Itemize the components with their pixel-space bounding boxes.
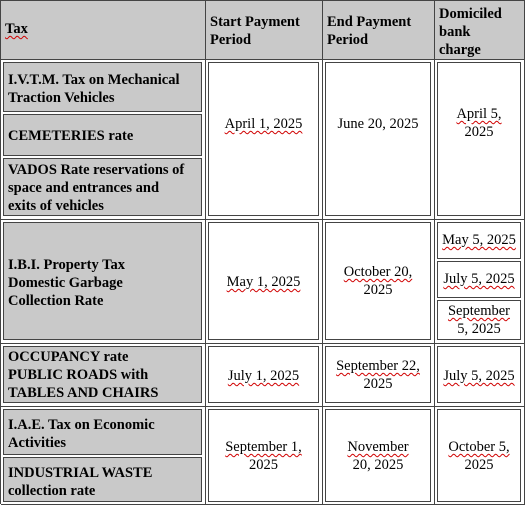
group-2-charge-may xyxy=(437,222,521,259)
group-2-charge-september xyxy=(437,300,521,340)
tax-ivtm-line-1: I.V.T.M. Tax on Mechanical xyxy=(8,72,180,88)
group-4-end-line-2: 20, 2025 xyxy=(352,457,404,473)
group-4-charge-line-1: October 5, xyxy=(448,439,510,455)
group-3-start-date: July 1, 2025 xyxy=(227,368,300,384)
group-4-tax-cell xyxy=(1,407,206,505)
header-start-line-2: Period xyxy=(210,32,252,48)
group-1-start-cell xyxy=(206,60,323,220)
group-3-charge-1: July 5, 2025 xyxy=(443,368,515,384)
tax-iae-line-1: I.A.E. Tax on Economic xyxy=(8,417,155,433)
tax-cemeteries xyxy=(3,114,202,156)
tax-ibi-line-1: I.B.I. Property Tax xyxy=(8,257,125,273)
tax-iae-line-2: Activities xyxy=(8,435,66,451)
header-end-payment-period xyxy=(323,1,435,60)
tax-ivtm-line-2: Traction Vehicles xyxy=(8,90,115,106)
group-2-start-cell xyxy=(206,220,323,344)
group-2-charge-3-line-2: 5, 2025 xyxy=(457,321,501,337)
group-2-charge-3-line-1: September xyxy=(447,303,510,319)
tax-ibi xyxy=(3,222,202,340)
header-tax-text: Tax xyxy=(5,21,28,37)
group-4-start-line-2: 2025 xyxy=(249,457,278,473)
header-charge-line-2: bank xyxy=(439,24,471,40)
group-2-end-box xyxy=(325,222,431,340)
tax-ibi-line-2: Domestic Garbage xyxy=(8,275,123,291)
group-1-end-cell xyxy=(323,60,435,220)
group-1-start-date: April 1, 2025 xyxy=(224,116,303,132)
tax-industrial-waste-line-1: INDUSTRIAL WASTE xyxy=(8,465,153,481)
tax-vados-line-3: exits of vehicles xyxy=(8,198,104,214)
group-1-charge-line-1: April 5, xyxy=(456,106,502,122)
group-1-charge-line-2: 2025 xyxy=(464,124,494,140)
group-3-start-box xyxy=(208,346,319,403)
group-4-charge-line-2: 2025 xyxy=(464,457,494,473)
group-4-start-cell xyxy=(206,407,323,505)
header-charge-line-3: charge xyxy=(439,42,481,58)
tax-vados-line-2: space and entrances and xyxy=(8,180,160,196)
group-2-end-line-1: October 20, xyxy=(343,264,413,280)
header-tax xyxy=(1,1,206,60)
group-4-start-box xyxy=(208,409,319,502)
tax-vados-line-1: VADOS Rate reservations of xyxy=(8,162,185,178)
group-1-end-box xyxy=(325,62,431,216)
group-3-end-line-2: 2025 xyxy=(363,376,393,392)
group-4-charge-box xyxy=(437,409,521,502)
group-1-charge-cell xyxy=(435,60,525,220)
group-4-end-line-1: November xyxy=(347,439,409,455)
group-2-end-line-2: 2025 xyxy=(363,282,393,298)
tax-ibi-line-3: Collection Rate xyxy=(8,293,104,309)
group-1-tax-cell xyxy=(1,60,206,220)
group-2-charge-2: July 5, 2025 xyxy=(443,271,515,287)
tax-occupancy-line-2: PUBLIC ROADS with xyxy=(8,367,149,383)
group-2-start-date: May 1, 2025 xyxy=(226,274,301,290)
group-2-charge-cell xyxy=(435,220,525,344)
group-2-start-box xyxy=(208,222,319,340)
header-end-line-2: Period xyxy=(327,32,369,48)
group-2-charge-july xyxy=(437,261,521,298)
group-2-end-cell xyxy=(323,220,435,344)
group-3-end-box xyxy=(325,346,431,403)
group-3-end-line-1: September 22, xyxy=(336,358,420,374)
group-4-start-line-1: September 1, xyxy=(225,439,302,455)
group-4-charge-cell xyxy=(435,407,525,505)
group-2-tax-cell xyxy=(1,220,206,344)
group-4-end-cell xyxy=(323,407,435,505)
tax-vados xyxy=(3,158,202,216)
group-3-end-cell xyxy=(323,344,435,407)
header-domiciled-bank-charge xyxy=(435,1,525,60)
tax-ivtm xyxy=(3,62,202,112)
tax-iae xyxy=(3,409,202,455)
group-3-charge-box xyxy=(437,346,521,403)
tax-cemeteries-line-1: CEMETERIES rate xyxy=(8,128,134,144)
group-2-charge-1: May 5, 2025 xyxy=(442,232,516,248)
group-1-charge-box xyxy=(437,62,521,216)
group-3-start-cell xyxy=(206,344,323,407)
header-start-payment-period xyxy=(206,1,323,60)
tax-industrial-waste xyxy=(3,457,202,502)
tax-occupancy-line-3: TABLES AND CHAIRS xyxy=(8,385,159,401)
group-3-charge-cell xyxy=(435,344,525,407)
tax-industrial-waste-line-2: collection rate xyxy=(8,483,96,499)
header-charge-line-1: Domiciled xyxy=(439,6,502,22)
header-end-line-1: End Payment xyxy=(327,14,412,30)
group-4-end-box xyxy=(325,409,431,502)
tax-occupancy-line-1: OCCUPANCY rate xyxy=(8,349,129,365)
group-1-end-date: June 20, 2025 xyxy=(337,116,419,132)
group-1-start-box xyxy=(208,62,319,216)
group-3-tax-cell xyxy=(1,344,206,407)
header-start-line-1: Start Payment xyxy=(210,14,300,30)
tax-occupancy xyxy=(3,346,202,403)
